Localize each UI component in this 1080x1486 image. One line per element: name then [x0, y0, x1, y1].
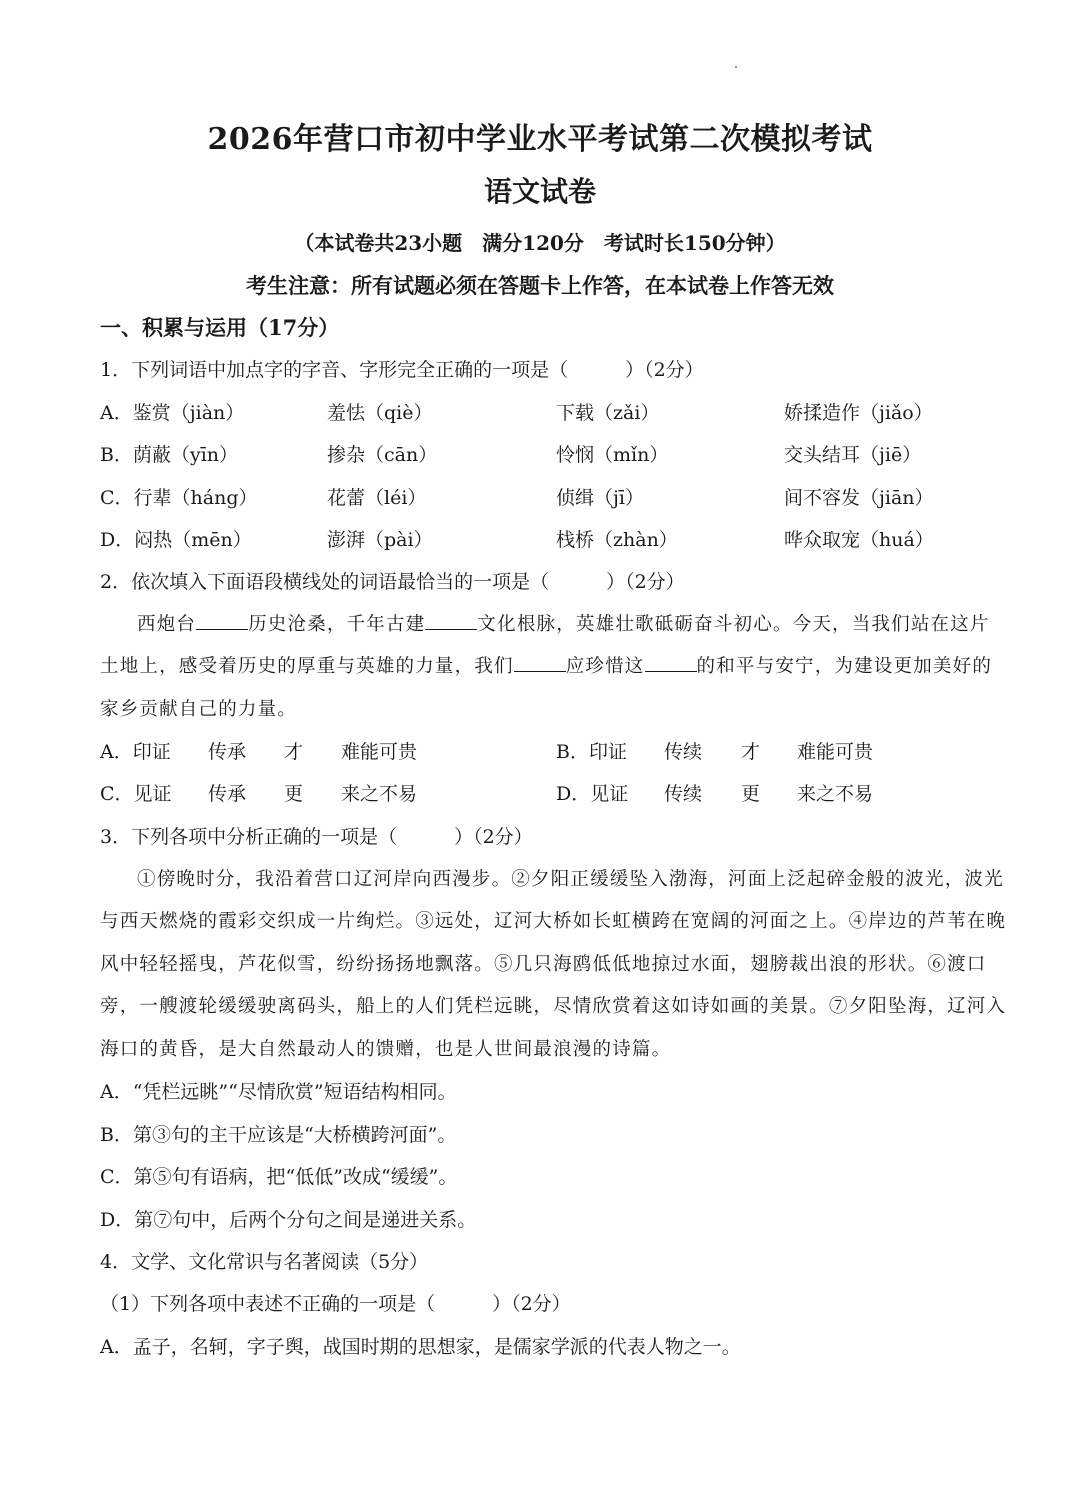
question-1-stem: 1．下列词语中加点字的字音、字形完全正确的一项是（ ）（2分）: [100, 359, 704, 381]
question-4-stem: 4．文学、文化常识与名著阅读（5分）: [100, 1251, 429, 1273]
q3-passage-line-5: 海口的黄昏，是大自然最动人的馈赠，也是人世间最浪漫的诗篇。: [100, 1039, 672, 1060]
q2-option-word: 来之不易: [341, 783, 418, 805]
q1-option-cell: B．荫蔽（yīn）: [100, 444, 239, 466]
q1-option-cell: 掺杂（cān）: [327, 444, 438, 466]
q3-option-a: A．“凭栏远眺”“尽情欣赏”短语结构相同。: [100, 1081, 457, 1103]
q2-option-b: B．印证: [556, 741, 627, 763]
q1-option-cell: 侦缉（jī）: [556, 487, 644, 509]
exam-title: 2026年营口市初中学业水平考试第二次模拟考试: [207, 122, 873, 157]
q1-option-cell: 娇揉造作（jiǎo）: [784, 402, 933, 424]
q2-option-word: 来之不易: [797, 783, 874, 805]
passage-text: 西炮台: [137, 614, 197, 635]
q1-option-cell: 怜悯（mǐn）: [556, 444, 669, 466]
q2-option-word: 更: [741, 783, 761, 805]
fill-blank: [196, 611, 248, 630]
q1-option-row-c: [0, 483, 1080, 509]
exam-meta: （本试卷共23小题 满分120分 考试时长150分钟）: [294, 231, 786, 255]
fill-blank: [514, 653, 566, 672]
passage-text: 的和平与安宁，为建设更加美好的: [696, 656, 993, 677]
q2-option-a: A．印证: [100, 741, 171, 763]
fill-blank: [425, 611, 477, 630]
q2-option-row-1: [0, 737, 1080, 763]
passage-text: 土地上，感受着历史的厚重与英雄的力量，我们: [100, 656, 514, 677]
question-2-stem: 2．依次填入下面语段横线处的词语最恰当的一项是（ ）（2分）: [100, 571, 685, 593]
question-3-stem: 3．下列各项中分析正确的一项是（ ）（2分）: [100, 826, 533, 848]
q1-option-cell: D．闷热（mēn）: [100, 529, 252, 551]
q1-option-cell: 栈桥（zhàn）: [556, 529, 678, 551]
q1-option-cell: 花蕾（léi）: [327, 487, 427, 509]
q1-option-row-a: [0, 398, 1080, 424]
q3-option-d: D．第⑦句中，后两个分句之间是递进关系。: [100, 1209, 477, 1231]
q2-option-word: 更: [284, 783, 304, 805]
q2-option-word: 传续: [664, 741, 703, 763]
q1-option-row-d: [0, 525, 1080, 551]
q1-option-row-b: [0, 440, 1080, 466]
q2-option-d: D．见证: [556, 783, 629, 805]
q1-option-cell: 羞怯（qiè）: [327, 402, 433, 424]
exam-subtitle: 语文试卷: [483, 175, 596, 208]
q1-option-cell: 交头结耳（jiē）: [784, 444, 922, 466]
section-heading: 一、积累与运用（17分）: [100, 315, 340, 340]
fill-blank: [645, 653, 697, 672]
q3-option-c: C．第⑤句有语病，把“低低”改成“缓缓”。: [100, 1166, 458, 1188]
q1-option-cell: 哗众取宠（huá）: [784, 529, 934, 551]
q4-1-option-a: A．孟子，名轲，字子舆，战国时期的思想家，是儒家学派的代表人物之一。: [100, 1336, 741, 1358]
q3-passage-line-4: 旁，一艘渡轮缓缓驶离码头，船上的人们凭栏远眺，尽情欣赏着这如诗如画的美景。⑦夕阳坠海，辽河入: [100, 996, 1007, 1017]
q2-option-word: 难能可贵: [341, 741, 418, 763]
q3-passage-line-3: 风中轻轻摇曳，芦花似雪，纷纷扬扬地飘落。⑤几只海鸥低低地掠过水面，翅膀裁出浪的形状。⑥渡口: [100, 954, 987, 975]
q1-option-cell: 澎湃（pài）: [327, 529, 433, 551]
q1-option-cell: A．鉴赏（jiàn）: [100, 402, 245, 424]
q2-option-row-2: [0, 779, 1080, 805]
passage-text: 应珍惜这: [565, 656, 645, 677]
scan-speck: [735, 66, 737, 68]
q2-option-word: 难能可贵: [797, 741, 874, 763]
q2-passage-line-2: [100, 652, 992, 678]
q1-option-cell: C．行辈（háng）: [100, 487, 258, 509]
q2-passage-line-1: [137, 610, 990, 636]
q3-option-b: B．第③句的主干应该是“大桥横跨河面”。: [100, 1124, 457, 1146]
q2-option-word: 传承: [208, 783, 247, 805]
question-4-1-stem: （1）下列各项中表述不正确的一项是（ ）（2分）: [100, 1293, 571, 1315]
passage-text: 文化根脉，英雄壮歌砥砺奋斗初心。今天，当我们站在这片: [477, 614, 990, 635]
exam-notice: 考生注意：所有试题必须在答题卡上作答，在本试卷上作答无效: [246, 273, 834, 298]
q3-passage-line-2: 与西天燃烧的霞彩交织成一片绚烂。③远处，辽河大桥如长虹横跨在宽阔的河面之上。④岸边的芦苇在晚: [100, 911, 1007, 932]
passage-text: 历史沧桑，千年古建: [248, 614, 426, 635]
q2-option-word: 才: [284, 741, 304, 763]
q1-option-cell: 下载（zǎi）: [556, 402, 660, 424]
q2-option-word: 传承: [208, 741, 247, 763]
q3-passage-line-1: ①傍晚时分，我沿着营口辽河岸向西漫步。②夕阳正缓缓坠入渤海，河面上泛起碎金般的波光，波光: [137, 869, 1004, 890]
q1-option-cell: 间不容发（jiān）: [784, 487, 934, 509]
q2-option-word: 才: [741, 741, 761, 763]
q2-option-c: C．见证: [100, 783, 172, 805]
q2-option-word: 传续: [664, 783, 703, 805]
q2-passage-line-3: 家乡贡献自己的力量。: [100, 699, 298, 720]
